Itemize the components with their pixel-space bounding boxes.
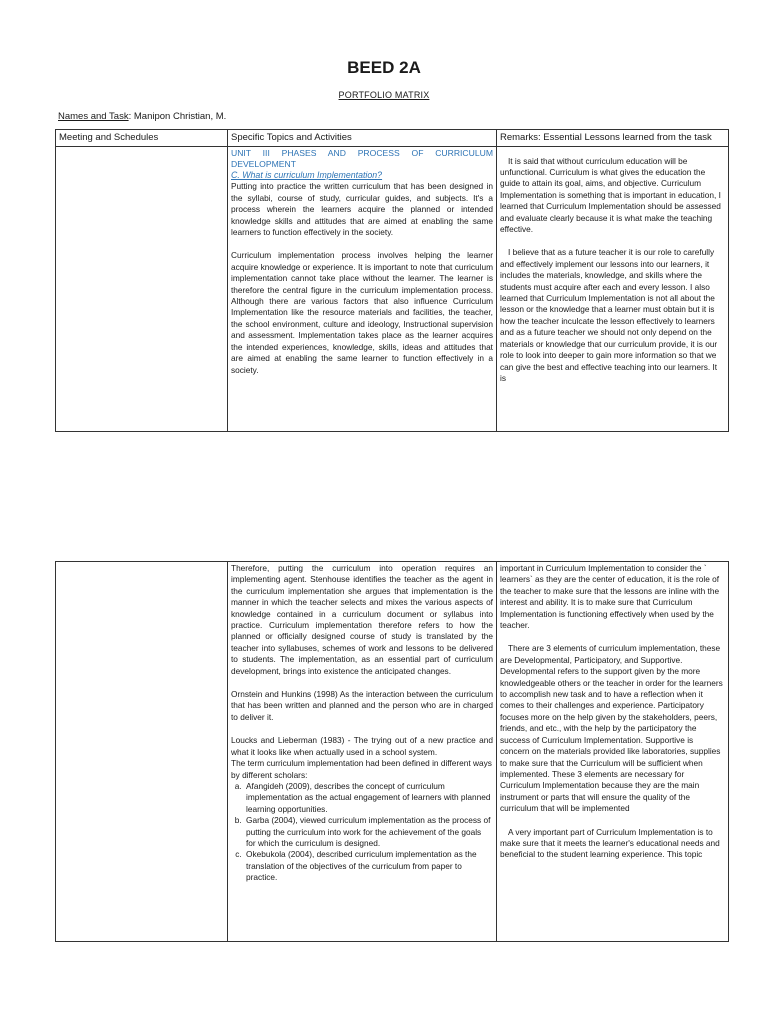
remark-paragraph: There are 3 elements of curriculum implementation, these are Developmental, Participatory, and Supportive. Developmental refers to the support given by the more knowledgeable others or the teacher in order for the learners to accomplish new task and to have a reflection when it comes to their challenges and experience. Participatory focuses more on the help given by the stakeholders, peers, friends, and etc., with the help by the participatory the success of Curriculum Implementation. Supportive is concern on the materials provided like laboratories, supplies to make sure that the Curriculum will be sufficient when implemented. These 3 elements are necessary for Curriculum Implementation because they are the main instrument or parts that will ensure the quality of the curriculum that will be implemented: [500, 643, 723, 814]
remarks-cell: [497, 562, 729, 942]
names-value: : Manipon Christian, M.: [128, 111, 227, 122]
document-title: BEED 2A: [347, 58, 421, 77]
remarks-cell: [497, 146, 729, 431]
topics-cell: [228, 146, 497, 431]
list-item: c. Okebukola (2004), described curriculum implementation as the translation of the objectives of the curriculum from paper to practice.: [244, 849, 493, 883]
topics-cell: [228, 562, 497, 942]
remark-paragraph: It is said that without curriculum education will be unfunctional. Curriculum is what gives the education the guide to attain its goal, aims, and objective. Curriculum Implementation is something that is important in education, I learned that Curriculum Implementation should be assessed and evaluate clearly because it is what make the teaching effective.: [500, 155, 721, 235]
topic-paragraph: Curriculum implementation process involves helping the learner acquire knowledge or experience. It is important to note that curriculum implementation cannot take place without the learner. The learner is therefore the central figure in the curriculum implementation process. Although there are various factors that also influence Curriculum Implementation like the resource materials and facilities, the teacher, the school environment, culture and ideology, Instructional supervision and assessment. Implementation takes place as the learner acquires the intended experiences, knowledge, skills, ideas and attitudes that are aimed at enabling the same learner to function effectively in a society.: [231, 250, 493, 375]
topic-paragraph: Ornstein and Hunkins (1998) As the interaction between the curriculum that has been written and planned and the person who are in charged to deliver it.: [231, 689, 493, 722]
topic-paragraph: Putting into practice the written curriculum that has been designed in the syllabi, course of study, curricular guides, and subjects. It's a process wherein the learners acquire the planned or intended knowledge skills and attitudes that are aimed at enabling the same learners to function effectively in the society.: [231, 181, 493, 238]
meeting-cell: [56, 562, 228, 942]
table-row: [56, 562, 729, 942]
list-item: b. Garba (2004), viewed curriculum implementation as the process of putting the curriculum into work for the achievement of the goals for which the curriculum is designed.: [244, 815, 493, 849]
names-label: Names and Task: [58, 111, 129, 122]
topic-paragraph: Therefore, putting the curriculum into operation requires an implementing agent. Stenhouse identifies the teacher as the agent in the curriculum implementation she argues that implementation is the manner in which the teacher selects and mixes the various aspects of knowledge contained in a curriculum document or syllabus into practice. Curriculum implementation therefore refers to how the planned or officially designed course of study is translated by the teacher into syllabuses, schemes of work and lessons to be delivered to students. The implementation, as an essential part of curriculum development, brings into existence the anticipated changes.: [231, 563, 493, 676]
header-remarks: Remarks: Essential Lessons learned from the task: [497, 130, 729, 147]
names-and-task-line: [58, 111, 226, 122]
header-topics-activities: Specific Topics and Activities: [228, 130, 497, 147]
list-item: a. Afangideh (2009), describes the concept of curriculum implementation as the actual engagement of learners with planned learning opportunities.: [244, 781, 493, 815]
section-heading: C. What is curriculum Implementation?: [231, 170, 383, 180]
remark-paragraph: important in Curriculum Implementation to consider the ` learners` as they are the center of education, it is the role of the teacher to make sure that the lessons are inline with the interest and ability. It is to make sure that Curriculum Implementation is functioning effectively when used by the teacher.: [500, 563, 720, 631]
portfolio-table-page2: [55, 561, 729, 942]
topic-paragraph: The term curriculum implementation had been defined in different ways by different scholars:: [231, 758, 492, 780]
remark-paragraph: I believe that as a future teacher it is our role to carefully and effectively implement our lessons into our learners, it includes the materials, knowledge, and skills where the students must acquire after each and every lesson. I also learned that Curriculum Implementation is not all about the lesson or the knowledge that a learner must obtain but it is how the teacher inculcate the lesson effectively to learners and as a future teacher we should not only depend on the materials or knowledge that our curriculum provide, it is our role to look into deeper to gain more information so that we can give the best and effective teaching into our learners. It is: [500, 247, 718, 383]
header-meeting-schedules: Meeting and Schedules: [56, 130, 228, 147]
unit-heading: UNIT III PHASES AND PROCESS OF CURRICULUM DEVELOPMENT: [231, 147, 493, 169]
table-row: [56, 146, 729, 431]
table-header-row: [56, 130, 729, 147]
remark-paragraph: A very important part of Curriculum Implementation is to make sure that it meets the learner's educational needs and beneficial to the student learning experience. This topic: [500, 826, 720, 860]
document-subtitle: PORTFOLIO MATRIX: [338, 90, 430, 100]
portfolio-table-page1: [55, 129, 729, 432]
topic-paragraph: Loucks and Lieberman (1983) - The trying out of a new practice and what it looks like when actually used in a school system.: [231, 735, 493, 757]
scholars-list: [231, 781, 493, 884]
meeting-cell: [56, 146, 228, 431]
